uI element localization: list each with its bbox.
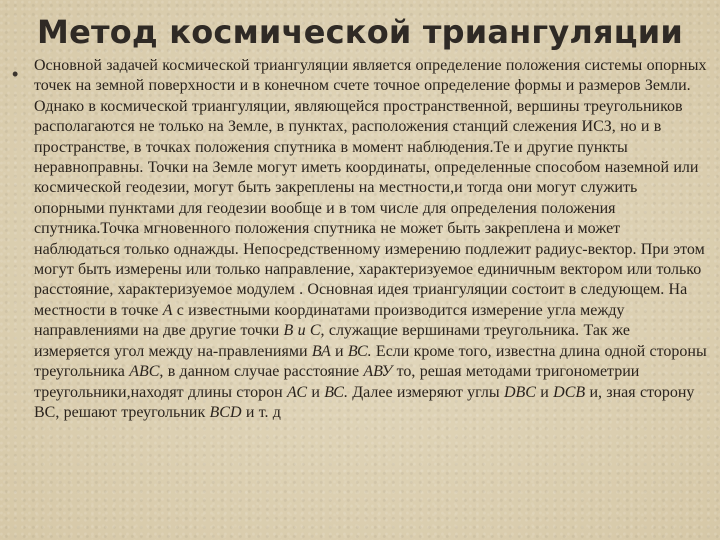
paragraph-text: , служащие вершинами треугольника. Так же измеряется угол между на-правлениями	[34, 322, 630, 360]
paragraph-italic-term: АС	[287, 383, 308, 401]
paragraph-italic-term: DCB	[553, 383, 586, 401]
paragraph-italic-term: А	[162, 301, 173, 319]
paragraph-text: и т. д	[241, 403, 281, 421]
paragraph-text: в данном случае расстояние	[163, 363, 364, 381]
paragraph-italic-term: АВУ	[363, 363, 393, 381]
paragraph-text: то, решая методами тригонометрии треугольники,находят длины сторон	[34, 363, 640, 401]
paragraph-text: и	[330, 342, 348, 360]
paragraph-italic-term: ВС.	[347, 342, 372, 360]
paragraph-text: и	[307, 383, 325, 401]
body-paragraph	[34, 56, 710, 423]
paragraph-text: и, зная сторону ВС, решают треугольник	[34, 383, 695, 421]
paragraph-text: Далее измеряют углы	[347, 383, 504, 401]
paragraph-text: Если кроме того, известна длина одной стороны треугольника	[34, 342, 707, 381]
paragraph-italic-term: BCD	[209, 403, 242, 421]
paragraph-italic-term: ВС.	[324, 383, 348, 401]
slide-title: Метод космической триангуляции	[37, 13, 683, 51]
bullet-marker: •	[12, 64, 19, 84]
paragraph-italic-term: DBC	[503, 383, 536, 401]
paragraph-italic-term: ВА	[311, 342, 331, 360]
paragraph-text: Основной задачей космической триангуляции является определение положения системы опорных точек на земной поверхности и в конечном счете точное определение формы и размеров Земли. Однако в космической триангуляции, являющейся пространственной, вершины треугольников располагаются не только на Земле, в пунктах, расположения станций слежения ИСЗ, но и в пространстве, в точках положения спутника в момент наблюдения.Те и другие пункты неравноправны. Точки на Земле могут иметь координаты, определенные способом наземной или космической геодезии, могут быть закреплены на местности,и тогда они могут служить опорными пунктами для геодезии вообще и в том числе для определения положения спутника.Точка мгновенного положения спутника не может быть закреплена и может наблюдаться только однажды. Непосредственному измерению подлежит радиус-вектор. При этом могут быть измерены или только направление, характеризуемое единичным вектором или только расстояние, характеризуемое модулем . Основная идея триангуляции состоит в следующем. На местности в точке	[34, 57, 707, 319]
paragraph-text: и	[535, 383, 554, 401]
paragraph-italic-term: В и С	[283, 322, 321, 340]
paragraph-text: с известными координатами производится измерение угла между направлениями на две другие точки	[34, 301, 625, 340]
paragraph-italic-term: ABC,	[129, 363, 164, 381]
